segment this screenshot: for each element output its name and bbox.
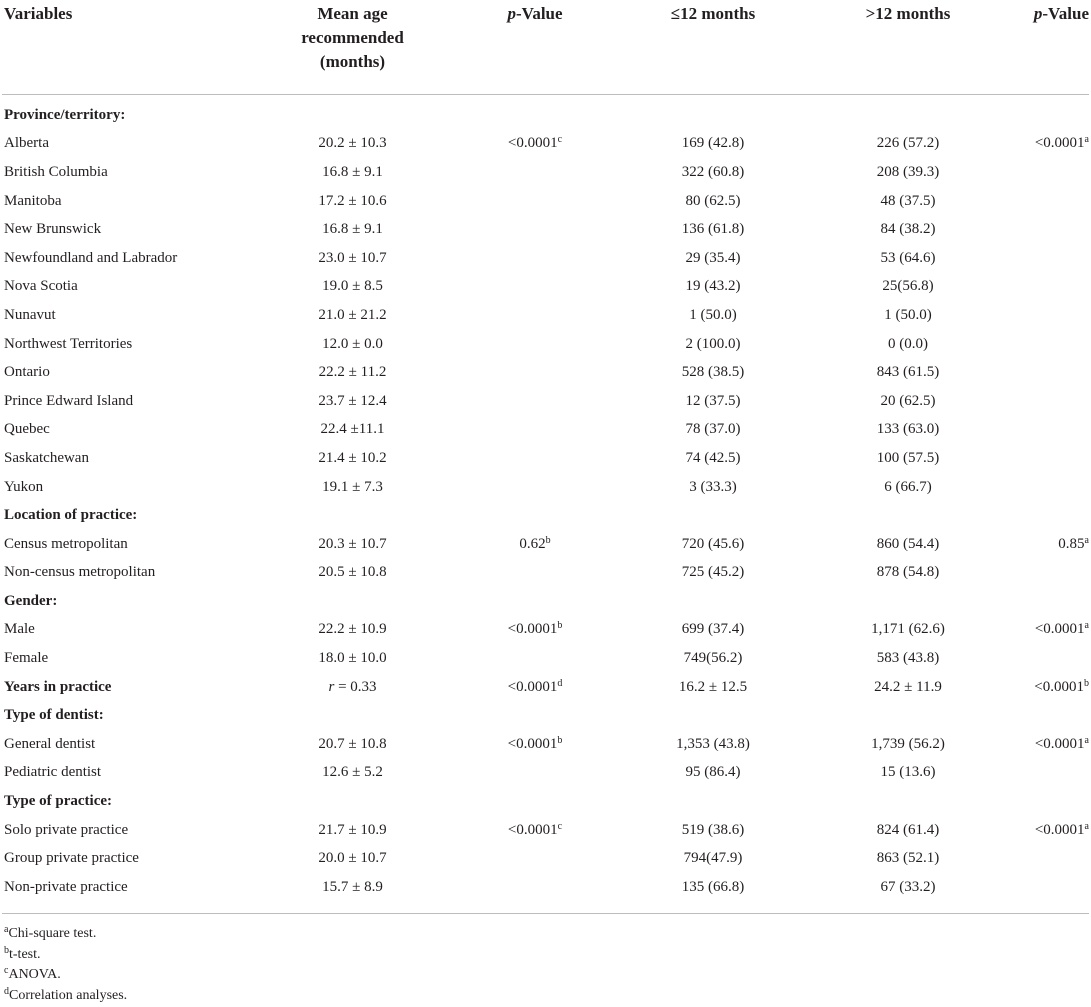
- p-value: <0.0001: [1034, 621, 1085, 638]
- section-label: Type of practice:: [4, 793, 113, 810]
- le12-cell: 3 (33.3): [689, 478, 737, 495]
- p-value-cell-1: [455, 187, 615, 216]
- table-row: [2, 759, 1089, 788]
- le12-cell: 1,353 (43.8): [676, 735, 750, 752]
- p-value-cell-2: [1005, 215, 1089, 244]
- mean-value: 19.0 ± 8.5: [322, 278, 383, 295]
- table-row: [2, 673, 1089, 702]
- row-label: Pediatric dentist: [4, 764, 102, 781]
- p-value-cell-2: [1005, 759, 1089, 788]
- row-label: Solo private practice: [4, 821, 129, 838]
- table-row: [2, 444, 1089, 473]
- header-p-value-2: [1005, 0, 1089, 95]
- row-label: Saskatchewan: [4, 449, 89, 466]
- mean-age-cell: [250, 730, 455, 759]
- le12-cell: 720 (45.6): [681, 535, 745, 552]
- le12-cell: 29 (35.4): [685, 249, 741, 266]
- gt12-cell: 878 (54.8): [876, 564, 940, 581]
- mean-value: 21.0 ± 21.2: [318, 306, 387, 323]
- table-row: [2, 416, 1089, 445]
- row-label: Alberta: [4, 135, 49, 152]
- section-row: [2, 587, 1089, 616]
- section-label: Location of practice:: [4, 507, 138, 524]
- p-value: 0.85: [1058, 535, 1085, 552]
- p-value-footnote-mark: a: [1084, 620, 1089, 632]
- footnote: [4, 924, 127, 945]
- p-value-cell-1: [455, 273, 615, 302]
- mean-age-cell: [250, 616, 455, 645]
- p-value-cell-1: [455, 387, 615, 416]
- p-value-footnote-mark: b: [1084, 677, 1089, 689]
- row-label: Ontario: [4, 364, 50, 381]
- mean-age-cell: [250, 215, 455, 244]
- p-value-cell-2: [1005, 273, 1089, 302]
- le12-cell: 322 (60.8): [681, 163, 745, 180]
- section-row: [2, 787, 1089, 816]
- section-row: [2, 701, 1089, 730]
- p-value-cell-1: [455, 358, 615, 387]
- mean-value: 22.4 ±11.1: [320, 421, 385, 438]
- p-value-cell-2: [1005, 873, 1089, 914]
- le12-cell: 2 (100.0): [685, 335, 741, 352]
- gt12-cell: 0 (0.0): [888, 335, 928, 352]
- p-value: <0.0001: [1034, 135, 1085, 152]
- p-value-cell-2: [1005, 844, 1089, 873]
- header-mean-age-line1: Mean age: [317, 4, 388, 23]
- row-label: Female: [4, 650, 49, 667]
- le12-cell: 136 (61.8): [681, 221, 745, 238]
- mean-age-cell: [250, 358, 455, 387]
- footnote-text: t-test.: [9, 946, 41, 962]
- mean-age-cell: [250, 301, 455, 330]
- row-label: Prince Edward Island: [4, 392, 134, 409]
- footnote-mark: d: [4, 985, 9, 997]
- p-value: <0.0001: [1034, 821, 1085, 838]
- p-value-cell-1: [455, 473, 615, 502]
- le12-cell: 749(56.2): [683, 650, 743, 667]
- mean-value: 22.2 ± 11.2: [318, 364, 387, 381]
- le12-cell: 519 (38.6): [681, 821, 745, 838]
- p-value-cell-1: [455, 244, 615, 273]
- row-label: Group private practice: [4, 850, 139, 867]
- gt12-cell: 20 (62.5): [880, 392, 936, 409]
- p-value-cell-1: [455, 330, 615, 359]
- gt12-cell: 863 (52.1): [876, 850, 940, 867]
- table-row: [2, 215, 1089, 244]
- p-value-cell-1: [455, 530, 615, 559]
- mean-value: 15.7 ± 8.9: [322, 879, 383, 896]
- gt12-cell: 67 (33.2): [811, 873, 1005, 914]
- mean-italic: r: [328, 678, 335, 695]
- table-row: [2, 616, 1089, 645]
- gt12-cell: 208 (39.3): [876, 163, 940, 180]
- p-value-cell-2: [1005, 158, 1089, 187]
- le12-cell: 135 (66.8): [615, 873, 811, 914]
- le12-cell: 78 (37.0): [685, 421, 741, 438]
- gt12-cell: 860 (54.4): [876, 535, 940, 552]
- mean-value: 16.8 ± 9.1: [322, 221, 383, 238]
- p-value-cell-2: [1005, 644, 1089, 673]
- header-p-rest-1: -Value: [515, 4, 563, 23]
- p-value-cell-1: [455, 844, 615, 873]
- mean-age-cell: [250, 530, 455, 559]
- gt12-cell: 843 (61.5): [876, 364, 940, 381]
- le12-cell: 699 (37.4): [681, 621, 745, 638]
- footnote-mark: a: [4, 924, 9, 935]
- mean-age-cell: [250, 187, 455, 216]
- p-value-footnote-mark: b: [545, 534, 551, 546]
- row-label: Nunavut: [4, 306, 56, 323]
- mean-value: 19.1 ± 7.3: [322, 478, 383, 495]
- row-label: Years in practice: [4, 678, 112, 695]
- gt12-cell: 25(56.8): [882, 278, 934, 295]
- mean-age-cell: [250, 844, 455, 873]
- p-value-footnote-mark: a: [1084, 820, 1089, 832]
- mean-value: 21.4 ± 10.2: [318, 449, 387, 466]
- gt12-cell: 24.2 ± 11.9: [874, 678, 942, 695]
- gt12-cell: 15 (13.6): [880, 764, 936, 781]
- header-p-rest-2: -Value: [1042, 4, 1089, 23]
- table-row: [2, 358, 1089, 387]
- mean-value: 22.2 ± 10.9: [318, 621, 387, 638]
- p-value-cell-2: [1005, 330, 1089, 359]
- table-row: [2, 301, 1089, 330]
- gt12-cell: 53 (64.6): [880, 249, 936, 266]
- p-value-cell-2: [1005, 559, 1089, 588]
- le12-cell: 1 (50.0): [689, 306, 737, 323]
- table-row: [2, 273, 1089, 302]
- p-value-footnote-mark: c: [557, 820, 563, 832]
- mean-value: 12.0 ± 0.0: [322, 335, 383, 352]
- gt12-cell: 6 (66.7): [884, 478, 932, 495]
- mean-age-cell: [250, 444, 455, 473]
- mean-value: 20.2 ± 10.3: [318, 135, 387, 152]
- mean-age-cell: [250, 387, 455, 416]
- p-value-cell-2: [1005, 730, 1089, 759]
- p-value-cell-1: [455, 559, 615, 588]
- p-value-cell-2: [1005, 473, 1089, 502]
- p-value-cell-2: [1005, 444, 1089, 473]
- mean-value: 20.7 ± 10.8: [318, 735, 387, 752]
- p-value-cell-2: [1005, 187, 1089, 216]
- p-value-cell-1: [455, 730, 615, 759]
- le12-cell: 74 (42.5): [685, 449, 741, 466]
- mean-value: 20.0 ± 10.7: [318, 850, 387, 867]
- gt12-cell: 824 (61.4): [876, 821, 940, 838]
- p-value-cell-2: [1005, 387, 1089, 416]
- mean-age-cell: [250, 644, 455, 673]
- table-row: [2, 187, 1089, 216]
- table-header: [2, 0, 1089, 95]
- section-row: [2, 95, 1089, 130]
- p-value: <0.0001: [507, 821, 558, 838]
- row-label: Non-census metropolitan: [4, 564, 156, 581]
- mean-age-cell: [250, 473, 455, 502]
- table-row: [2, 387, 1089, 416]
- mean-value: 20.3 ± 10.7: [318, 535, 387, 552]
- footnote: [4, 986, 127, 1007]
- mean-age-cell: [250, 759, 455, 788]
- le12-cell: 80 (62.5): [685, 192, 741, 209]
- table-row: [2, 158, 1089, 187]
- p-value-footnote-mark: c: [557, 134, 563, 146]
- p-value-footnote-mark: a: [1084, 134, 1089, 146]
- p-value-cell-2: [1005, 416, 1089, 445]
- row-label: Male: [4, 621, 35, 638]
- row-label: Northwest Territories: [4, 335, 133, 352]
- p-value: <0.0001: [507, 678, 558, 695]
- le12-cell: 528 (38.5): [681, 364, 745, 381]
- header-mean-age: [250, 0, 455, 95]
- row-label: Quebec: [4, 421, 50, 438]
- p-value-cell-2: [1005, 130, 1089, 159]
- table-row: [2, 530, 1089, 559]
- table-row: [2, 816, 1089, 845]
- p-value-cell-2: [1005, 358, 1089, 387]
- section-label: Type of dentist:: [4, 707, 104, 724]
- mean-age-cell: [250, 330, 455, 359]
- p-value-cell-2: [1005, 301, 1089, 330]
- p-value-cell-2: [1005, 816, 1089, 845]
- le12-cell: 19 (43.2): [685, 278, 741, 295]
- footnote-text: Chi-square test.: [8, 926, 97, 941]
- p-value-cell-1: [455, 673, 615, 702]
- mean-value: 23.7 ± 12.4: [318, 392, 387, 409]
- p-value-cell-1: [455, 873, 615, 914]
- row-label: Manitoba: [4, 192, 62, 209]
- p-value: <0.0001: [1034, 735, 1085, 752]
- footnotes: [4, 924, 127, 1006]
- mean-value: 18.0 ± 10.0: [318, 650, 387, 667]
- p-value-cell-1: [455, 130, 615, 159]
- gt12-cell: 583 (43.8): [876, 650, 940, 667]
- mean-value: 16.8 ± 9.1: [322, 163, 383, 180]
- p-value-footnote-mark: b: [557, 734, 563, 746]
- footnote-mark: b: [4, 944, 9, 956]
- p-value-cell-2: [1005, 530, 1089, 559]
- le12-cell: 725 (45.2): [681, 564, 745, 581]
- le12-cell: 95 (86.4): [685, 764, 741, 781]
- header-p-italic-1: p: [507, 4, 516, 23]
- mean-age-cell: [250, 273, 455, 302]
- mean-age-cell: [250, 130, 455, 159]
- table-row: [2, 330, 1089, 359]
- section-row: [2, 501, 1089, 530]
- data-table: [2, 0, 1089, 914]
- row-label: Nova Scotia: [4, 278, 78, 295]
- gt12-cell: 48 (37.5): [880, 192, 936, 209]
- p-value-cell-1: [455, 816, 615, 845]
- p-value-cell-1: [455, 301, 615, 330]
- gt12-cell: 100 (57.5): [876, 449, 940, 466]
- gt12-cell: 1,171 (62.6): [871, 621, 945, 638]
- p-value-cell-1: [455, 416, 615, 445]
- mean-value: 17.2 ± 10.6: [318, 192, 387, 209]
- p-value-cell-1: [455, 215, 615, 244]
- le12-cell: 169 (42.8): [681, 135, 745, 152]
- le12-cell: 16.2 ± 12.5: [678, 678, 748, 695]
- p-value-footnote-mark: a: [1084, 734, 1089, 746]
- row-label: Newfoundland and Labrador: [4, 249, 178, 266]
- table-row: [2, 473, 1089, 502]
- p-value-cell-2: [1005, 673, 1089, 702]
- gt12-cell: 1 (50.0): [884, 306, 932, 323]
- p-value-cell-2: [1005, 616, 1089, 645]
- le12-cell: 12 (37.5): [685, 392, 741, 409]
- header-p-italic-2: p: [1033, 4, 1043, 23]
- mean-age-cell: [250, 673, 455, 702]
- row-label: Census metropolitan: [4, 535, 128, 552]
- table-row: [2, 730, 1089, 759]
- p-value-footnote-mark: d: [557, 677, 563, 689]
- p-value-cell-2: [1005, 244, 1089, 273]
- p-value-cell-1: [455, 759, 615, 788]
- row-label: General dentist: [4, 735, 96, 752]
- mean-age-cell: [250, 559, 455, 588]
- gt12-cell: 226 (57.2): [876, 135, 940, 152]
- le12-cell: 794(47.9): [683, 850, 743, 867]
- p-value-footnote-mark: a: [1084, 534, 1089, 546]
- header-mean-age-line3: (months): [319, 52, 386, 71]
- row-label: Non-private practice: [2, 873, 250, 914]
- footnote: [4, 965, 127, 986]
- p-value-cell-1: [455, 644, 615, 673]
- mean-age-cell: [250, 158, 455, 187]
- table-row: [2, 130, 1089, 159]
- mean-value: 20.5 ± 10.8: [318, 564, 387, 581]
- header-row: [2, 0, 1089, 95]
- mean-age-cell: [250, 873, 455, 914]
- mean-value: 21.7 ± 10.9: [318, 821, 387, 838]
- table-row: [2, 844, 1089, 873]
- footnote-text: ANOVA.: [8, 967, 61, 982]
- gt12-cell: 84 (38.2): [880, 221, 936, 238]
- table-row: [2, 873, 1089, 914]
- gt12-cell: 133 (63.0): [876, 421, 940, 438]
- section-label: Gender:: [4, 592, 58, 609]
- header-p-value-1: [455, 0, 615, 95]
- footnote-text: Correlation analyses.: [9, 987, 128, 1003]
- mean-age-cell: [250, 244, 455, 273]
- p-value-cell-1: [455, 616, 615, 645]
- mean-value: = 0.33: [334, 678, 377, 695]
- table-row: [2, 644, 1089, 673]
- row-label: New Brunswick: [4, 221, 102, 238]
- table-body: [2, 95, 1089, 914]
- footnote-mark: c: [4, 965, 9, 976]
- p-value-cell-1: [455, 444, 615, 473]
- p-value: <0.0001: [507, 621, 558, 638]
- row-label: British Columbia: [4, 163, 108, 180]
- p-value: <0.0001: [1034, 678, 1084, 695]
- mean-age-cell: [250, 816, 455, 845]
- header-mean-age-line2: recommended: [301, 28, 404, 47]
- mean-value: 12.6 ± 5.2: [322, 764, 383, 781]
- section-label: Province/territory:: [4, 106, 126, 123]
- p-value: <0.0001: [507, 735, 558, 752]
- mean-value: 23.0 ± 10.7: [318, 249, 387, 266]
- p-value: <0.0001: [507, 135, 558, 152]
- table-row: [2, 559, 1089, 588]
- mean-age-cell: [250, 416, 455, 445]
- gt12-cell: 1,739 (56.2): [871, 735, 945, 752]
- header-gt12: >12 months: [811, 0, 1005, 95]
- row-label: Yukon: [4, 478, 44, 495]
- header-variables: Variables: [2, 0, 250, 95]
- p-value-cell-1: [455, 158, 615, 187]
- p-value: 0.62: [519, 535, 546, 552]
- table-row: [2, 244, 1089, 273]
- header-le12: ≤12 months: [615, 0, 811, 95]
- footnote: [4, 945, 127, 966]
- p-value-footnote-mark: b: [557, 620, 563, 632]
